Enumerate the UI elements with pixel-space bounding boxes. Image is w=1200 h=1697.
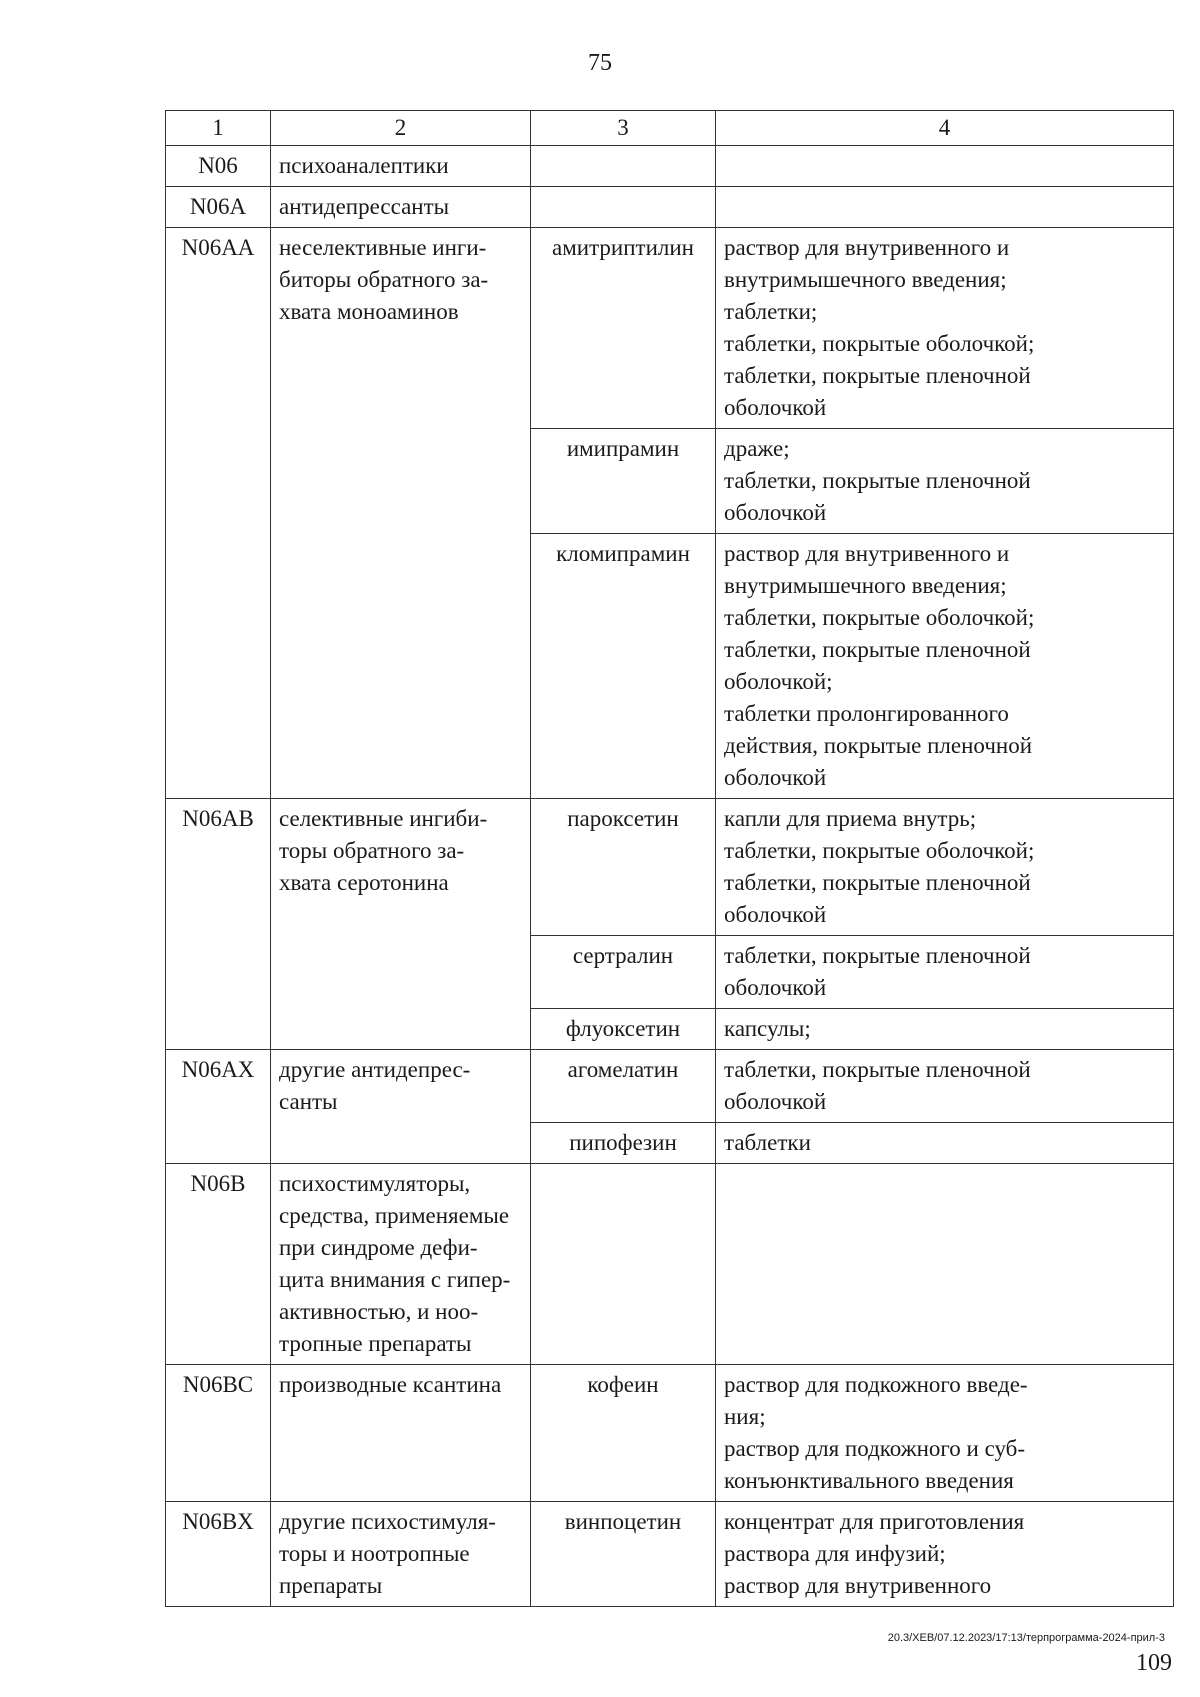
group-name-line: биторы обратного за- [279, 267, 489, 292]
atc-code: N06AA [166, 228, 271, 799]
page-number-top: 75 [588, 50, 612, 76]
drug-name [531, 187, 716, 228]
dosage-form-line: действия, покрытые пленочной [724, 733, 1033, 758]
dosage-form-line: таблетки, покрытые оболочкой; [724, 838, 1035, 863]
drug-name [531, 1164, 716, 1365]
dosage-forms [716, 228, 1174, 429]
table-row [166, 187, 1174, 228]
dosage-form-line: оболочкой [724, 500, 827, 525]
footer-stamp: 20.3/ХЕВ/07.12.2023/17:13/терпрограмма-2024-прил-3 [887, 1632, 1165, 1644]
table-row [166, 799, 1174, 936]
dosage-forms [716, 146, 1174, 187]
drug-name: флуоксетин [531, 1009, 716, 1050]
group-name-line: селективные ингиби- [279, 806, 488, 831]
dosage-form-line: таблетки пролонгированного [724, 701, 1009, 726]
group-name-line: торы и ноотропные [279, 1541, 470, 1566]
dosage-form-line: раствор для подкожного и суб- [724, 1436, 1026, 1461]
group-name-line: торы обратного за- [279, 838, 465, 863]
dosage-form-line: раствор для подкожного введе- [724, 1372, 1028, 1397]
table-row [166, 1365, 1174, 1502]
dosage-form-line: внутримышечного введения; [724, 267, 1007, 292]
dosage-forms [716, 799, 1174, 936]
dosage-form-line: таблетки, покрытые оболочкой; [724, 331, 1035, 356]
dosage-forms [716, 1123, 1174, 1164]
drug-name: амитриптилин [531, 228, 716, 429]
group-name-line: производные ксантина [279, 1372, 502, 1397]
drug-table [165, 110, 1174, 1607]
dosage-forms [716, 1050, 1174, 1123]
group-name-line: тропные препараты [279, 1331, 472, 1356]
atc-code: N06A [166, 187, 271, 228]
group-name [271, 1164, 531, 1365]
dosage-form-line: раствор для внутривенного и [724, 541, 1010, 566]
dosage-form-line: таблетки, покрытые пленочной [724, 1057, 1031, 1082]
drug-name: сертралин [531, 936, 716, 1009]
group-name-line: хвата серотонина [279, 870, 449, 895]
group-name-line: другие антидепрес- [279, 1057, 471, 1082]
dosage-forms [716, 1164, 1174, 1365]
dosage-forms [716, 1009, 1174, 1050]
dosage-forms [716, 1365, 1174, 1502]
group-name [271, 1365, 531, 1502]
dosage-form-line: капсулы; [724, 1016, 811, 1041]
dosage-form-line: оболочкой [724, 765, 827, 790]
dosage-form-line: таблетки, покрытые пленочной [724, 637, 1031, 662]
group-name-line: другие психостимуля- [279, 1509, 496, 1534]
dosage-form-line: таблетки; [724, 299, 818, 324]
group-name [271, 1050, 531, 1164]
group-name-line: санты [279, 1089, 338, 1114]
dosage-form-line: оболочкой [724, 395, 827, 420]
drug-name: пароксетин [531, 799, 716, 936]
table-header-row [166, 111, 1174, 146]
group-name: антидепрессанты [271, 187, 531, 228]
dosage-forms [716, 936, 1174, 1009]
header-cell: 4 [716, 111, 1174, 146]
dosage-form-line: оболочкой; [724, 669, 833, 694]
dosage-form-line: таблетки, покрытые пленочной [724, 870, 1031, 895]
drug-name [531, 146, 716, 187]
header-cell: 3 [531, 111, 716, 146]
group-name-line: психостимуляторы, [279, 1171, 471, 1196]
table-row [166, 146, 1174, 187]
dosage-forms [716, 429, 1174, 534]
group-name [271, 799, 531, 1050]
drug-name: агомелатин [531, 1050, 716, 1123]
group-name-line: цита внимания с гипер- [279, 1267, 511, 1292]
group-name-line: препараты [279, 1573, 383, 1598]
header-cell: 1 [166, 111, 271, 146]
drug-name: пипофезин [531, 1123, 716, 1164]
group-name-line: неселективные инги- [279, 235, 487, 260]
group-name-line: хвата моноаминов [279, 299, 459, 324]
group-name-line: средства, применяемые [279, 1203, 510, 1228]
table-row [166, 1502, 1174, 1607]
dosage-form-line: таблетки, покрытые пленочной [724, 363, 1031, 388]
table-row [166, 228, 1174, 429]
dosage-forms [716, 534, 1174, 799]
dosage-form-line: таблетки, покрытые пленочной [724, 468, 1031, 493]
group-name [271, 1502, 531, 1607]
group-name-line: активностью, и ноо- [279, 1299, 479, 1324]
page-number-bottom: 109 [1136, 1650, 1172, 1676]
dosage-form-line: конъюнктивального введения [724, 1468, 1014, 1493]
dosage-form-line: таблетки, покрытые оболочкой; [724, 605, 1035, 630]
drug-name: винпоцетин [531, 1502, 716, 1607]
dosage-form-line: внутримышечного введения; [724, 573, 1007, 598]
dosage-form-line: таблетки [724, 1130, 811, 1155]
dosage-form-line: капли для приема внутрь; [724, 806, 977, 831]
dosage-form-line: оболочкой [724, 1089, 827, 1114]
dosage-form-line: ния; [724, 1404, 766, 1429]
dosage-form-line: драже; [724, 436, 790, 461]
dosage-form-line: таблетки, покрытые пленочной [724, 943, 1031, 968]
group-name-line: при синдроме дефи- [279, 1235, 478, 1260]
drug-name: кломипрамин [531, 534, 716, 799]
dosage-form-line: раствор для внутривенного [724, 1573, 992, 1598]
header-cell: 2 [271, 111, 531, 146]
drug-name: имипрамин [531, 429, 716, 534]
atc-code: N06BX [166, 1502, 271, 1607]
atc-code: N06AX [166, 1050, 271, 1164]
dosage-form-line: раствора для инфузий; [724, 1541, 946, 1566]
dosage-form-line: оболочкой [724, 902, 827, 927]
table-row [166, 1164, 1174, 1365]
dosage-forms [716, 187, 1174, 228]
dosage-forms [716, 1502, 1174, 1607]
dosage-form-line: концентрат для приготовления [724, 1509, 1025, 1534]
atc-code: N06BC [166, 1365, 271, 1502]
group-name [271, 228, 531, 799]
table-row [166, 1050, 1174, 1123]
atc-code: N06 [166, 146, 271, 187]
dosage-form-line: оболочкой [724, 975, 827, 1000]
drug-name: кофеин [531, 1365, 716, 1502]
atc-code: N06B [166, 1164, 271, 1365]
dosage-form-line: раствор для внутривенного и [724, 235, 1010, 260]
group-name: психоаналептики [271, 146, 531, 187]
atc-code: N06AB [166, 799, 271, 1050]
